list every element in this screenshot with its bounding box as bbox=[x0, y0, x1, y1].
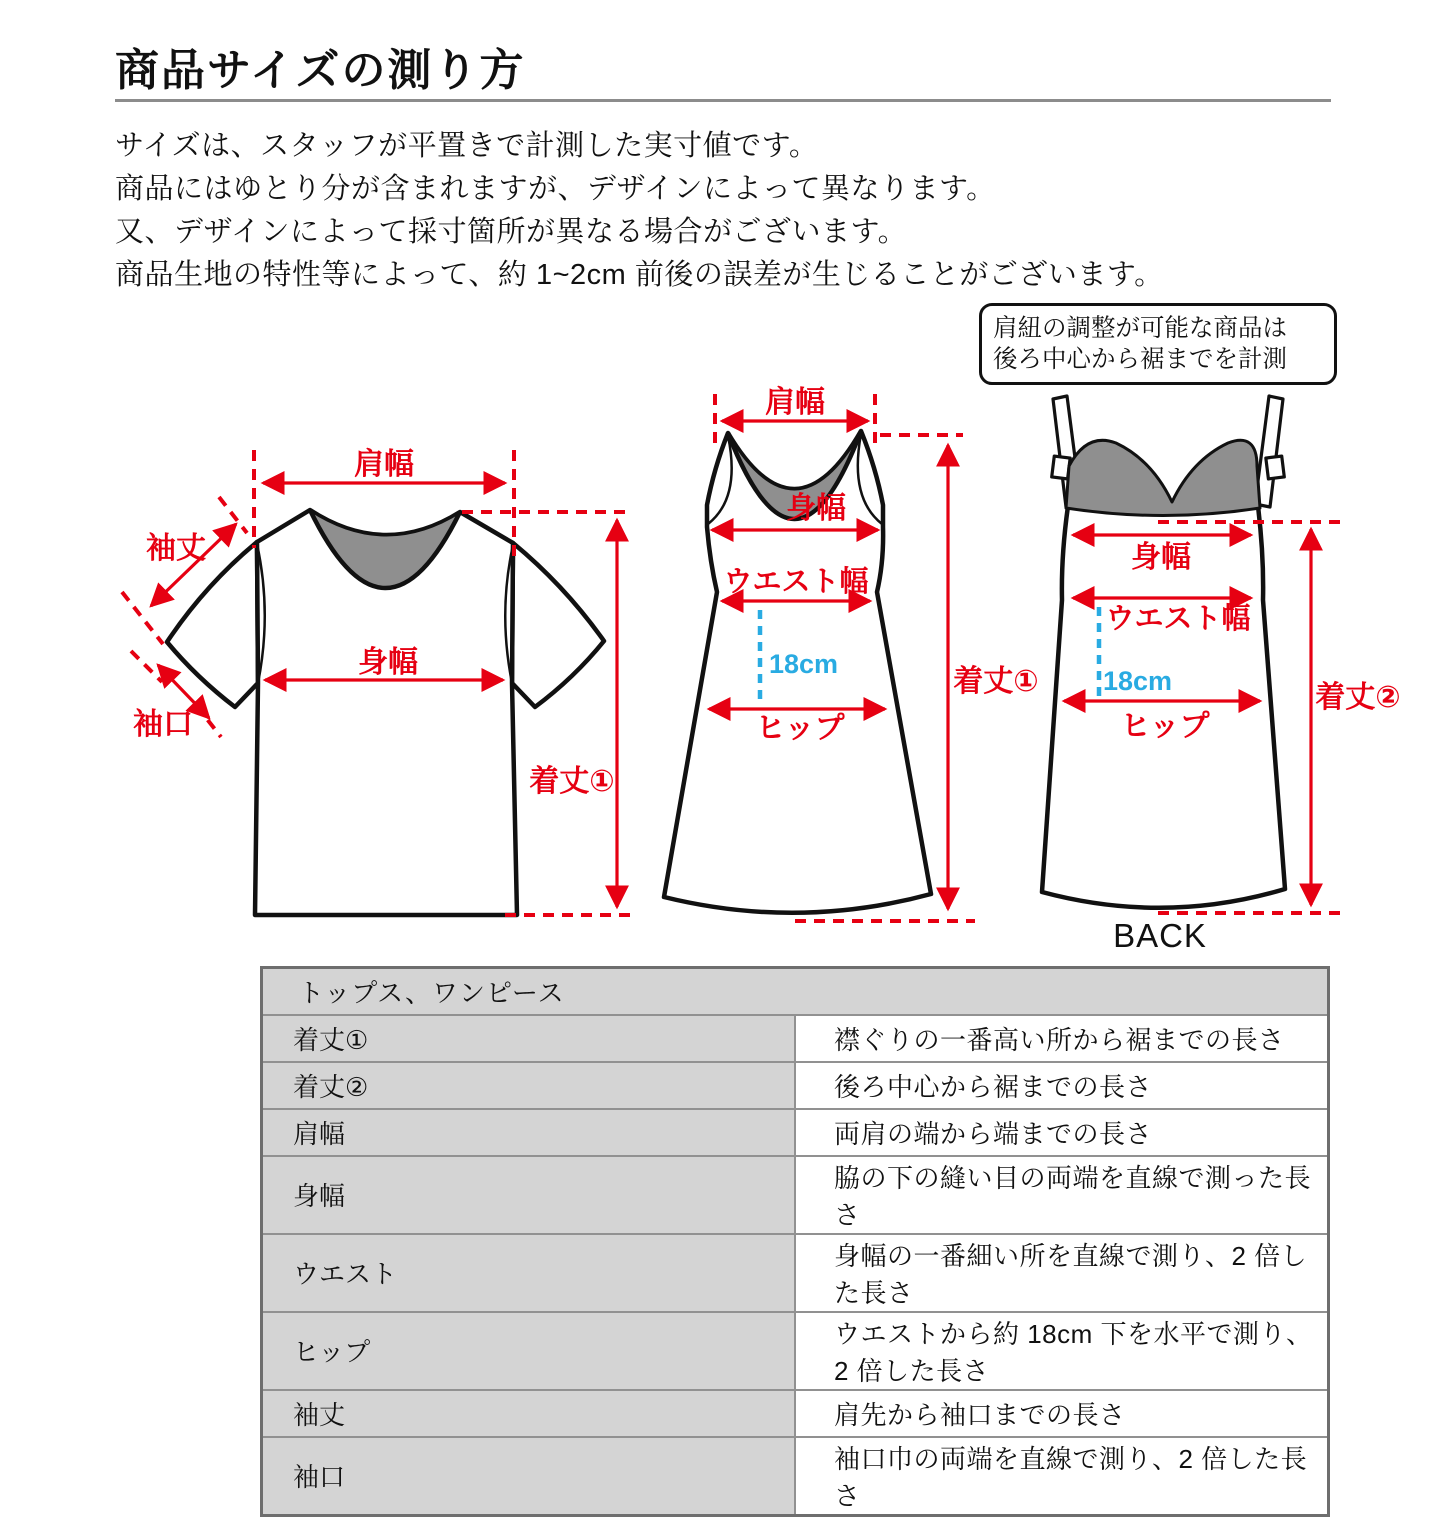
tshirt-length-label: 着丈① bbox=[529, 765, 615, 798]
size-term-cell: 袖口 bbox=[262, 1437, 796, 1516]
tshirt-body-width-label: 身幅 bbox=[358, 646, 418, 679]
page-title: 商品サイズの測り方 bbox=[115, 46, 526, 95]
table-row bbox=[262, 1062, 1329, 1109]
dress-diagram bbox=[664, 386, 1039, 921]
dress-hip-offset-label: 18cm bbox=[769, 649, 839, 679]
camisole-hip-offset-label: 18cm bbox=[1103, 666, 1173, 696]
camisole-bra-back-panel bbox=[1066, 440, 1260, 515]
table-row bbox=[262, 1312, 1329, 1390]
strap-note-line: 後ろ中心から裾までを計測 bbox=[993, 346, 1287, 373]
dress-shoulder-width-label: 肩幅 bbox=[765, 386, 825, 419]
size-desc-cell: 身幅の一番細い所を直線で測り、2 倍した長さ bbox=[795, 1234, 1329, 1312]
camisole-back-label: BACK bbox=[1113, 917, 1207, 954]
tshirt-sleeve-length-label: 袖丈 bbox=[146, 532, 206, 565]
camisole-right-strap-adjuster bbox=[1266, 456, 1284, 479]
size-desc-cell: 袖口巾の両端を直線で測り、2 倍した長さ bbox=[795, 1437, 1329, 1516]
size-desc-cell: 両肩の端から端までの長さ bbox=[795, 1109, 1329, 1156]
size-desc-cell: 脇の下の縫い目の両端を直線で測った長さ bbox=[795, 1156, 1329, 1234]
tshirt-shoulder-width-label: 肩幅 bbox=[354, 448, 414, 481]
tshirt-right-sleeve bbox=[512, 543, 604, 707]
size-desc-cell: 後ろ中心から裾までの長さ bbox=[795, 1062, 1329, 1109]
size-desc-cell: 襟ぐりの一番高い所から裾までの長さ bbox=[795, 1015, 1329, 1062]
intro-line: 商品生地の特性等によって、約 1~2cm 前後の誤差が生じることがございます。 bbox=[115, 259, 1164, 291]
size-term-cell: ヒップ bbox=[262, 1312, 796, 1390]
table-header-row bbox=[262, 968, 1329, 1015]
size-desc-cell: 肩先から袖口までの長さ bbox=[795, 1390, 1329, 1437]
camisole-body-width-label: 身幅 bbox=[1131, 541, 1191, 574]
table-row bbox=[262, 1437, 1329, 1516]
size-term-cell: 肩幅 bbox=[262, 1109, 796, 1156]
table-row bbox=[262, 1156, 1329, 1234]
size-term-cell: 着丈② bbox=[262, 1062, 796, 1109]
dress-length-label: 着丈① bbox=[953, 665, 1039, 698]
dress-hip-label: ヒップ bbox=[755, 712, 845, 745]
tshirt-cuff-label: 袖口 bbox=[133, 708, 193, 741]
intro-line: 商品にはゆとり分が含まれますが、デザインによって異なります。 bbox=[115, 173, 996, 205]
tshirt-diagram bbox=[122, 448, 632, 915]
size-term-cell: 身幅 bbox=[262, 1156, 796, 1234]
dress-waist-width-label: ウエスト幅 bbox=[723, 566, 869, 598]
camisole-diagram bbox=[1042, 396, 1401, 954]
tshirt-left-sleeve bbox=[167, 542, 258, 707]
measurement-definitions-table bbox=[260, 966, 1330, 1517]
camisole-length-label: 着丈② bbox=[1315, 681, 1401, 714]
camisole-waist-width-label: ウエスト幅 bbox=[1105, 603, 1251, 635]
table-row bbox=[262, 1390, 1329, 1437]
size-term-cell: 着丈① bbox=[262, 1015, 796, 1062]
dress-body-width-label: 身幅 bbox=[786, 492, 846, 525]
camisole-hip-label: ヒップ bbox=[1120, 710, 1210, 743]
table-row bbox=[262, 1234, 1329, 1312]
strap-note-line: 肩紐の調整が可能な商品は bbox=[993, 315, 1287, 342]
table-row bbox=[262, 1109, 1329, 1156]
intro-line: サイズは、スタッフが平置きで計測した実寸値です。 bbox=[115, 130, 819, 162]
table-row bbox=[262, 1015, 1329, 1062]
size-desc-cell: ウエストから約 18cm 下を水平で測り、2 倍した長さ bbox=[795, 1312, 1329, 1390]
table-header-cell: トップス、ワンピース bbox=[262, 968, 1329, 1015]
size-term-cell: ウエスト bbox=[262, 1234, 796, 1312]
intro-line: 又、デザインによって採寸箇所が異なる場合がございます。 bbox=[115, 216, 908, 248]
size-term-cell: 袖丈 bbox=[262, 1390, 796, 1437]
